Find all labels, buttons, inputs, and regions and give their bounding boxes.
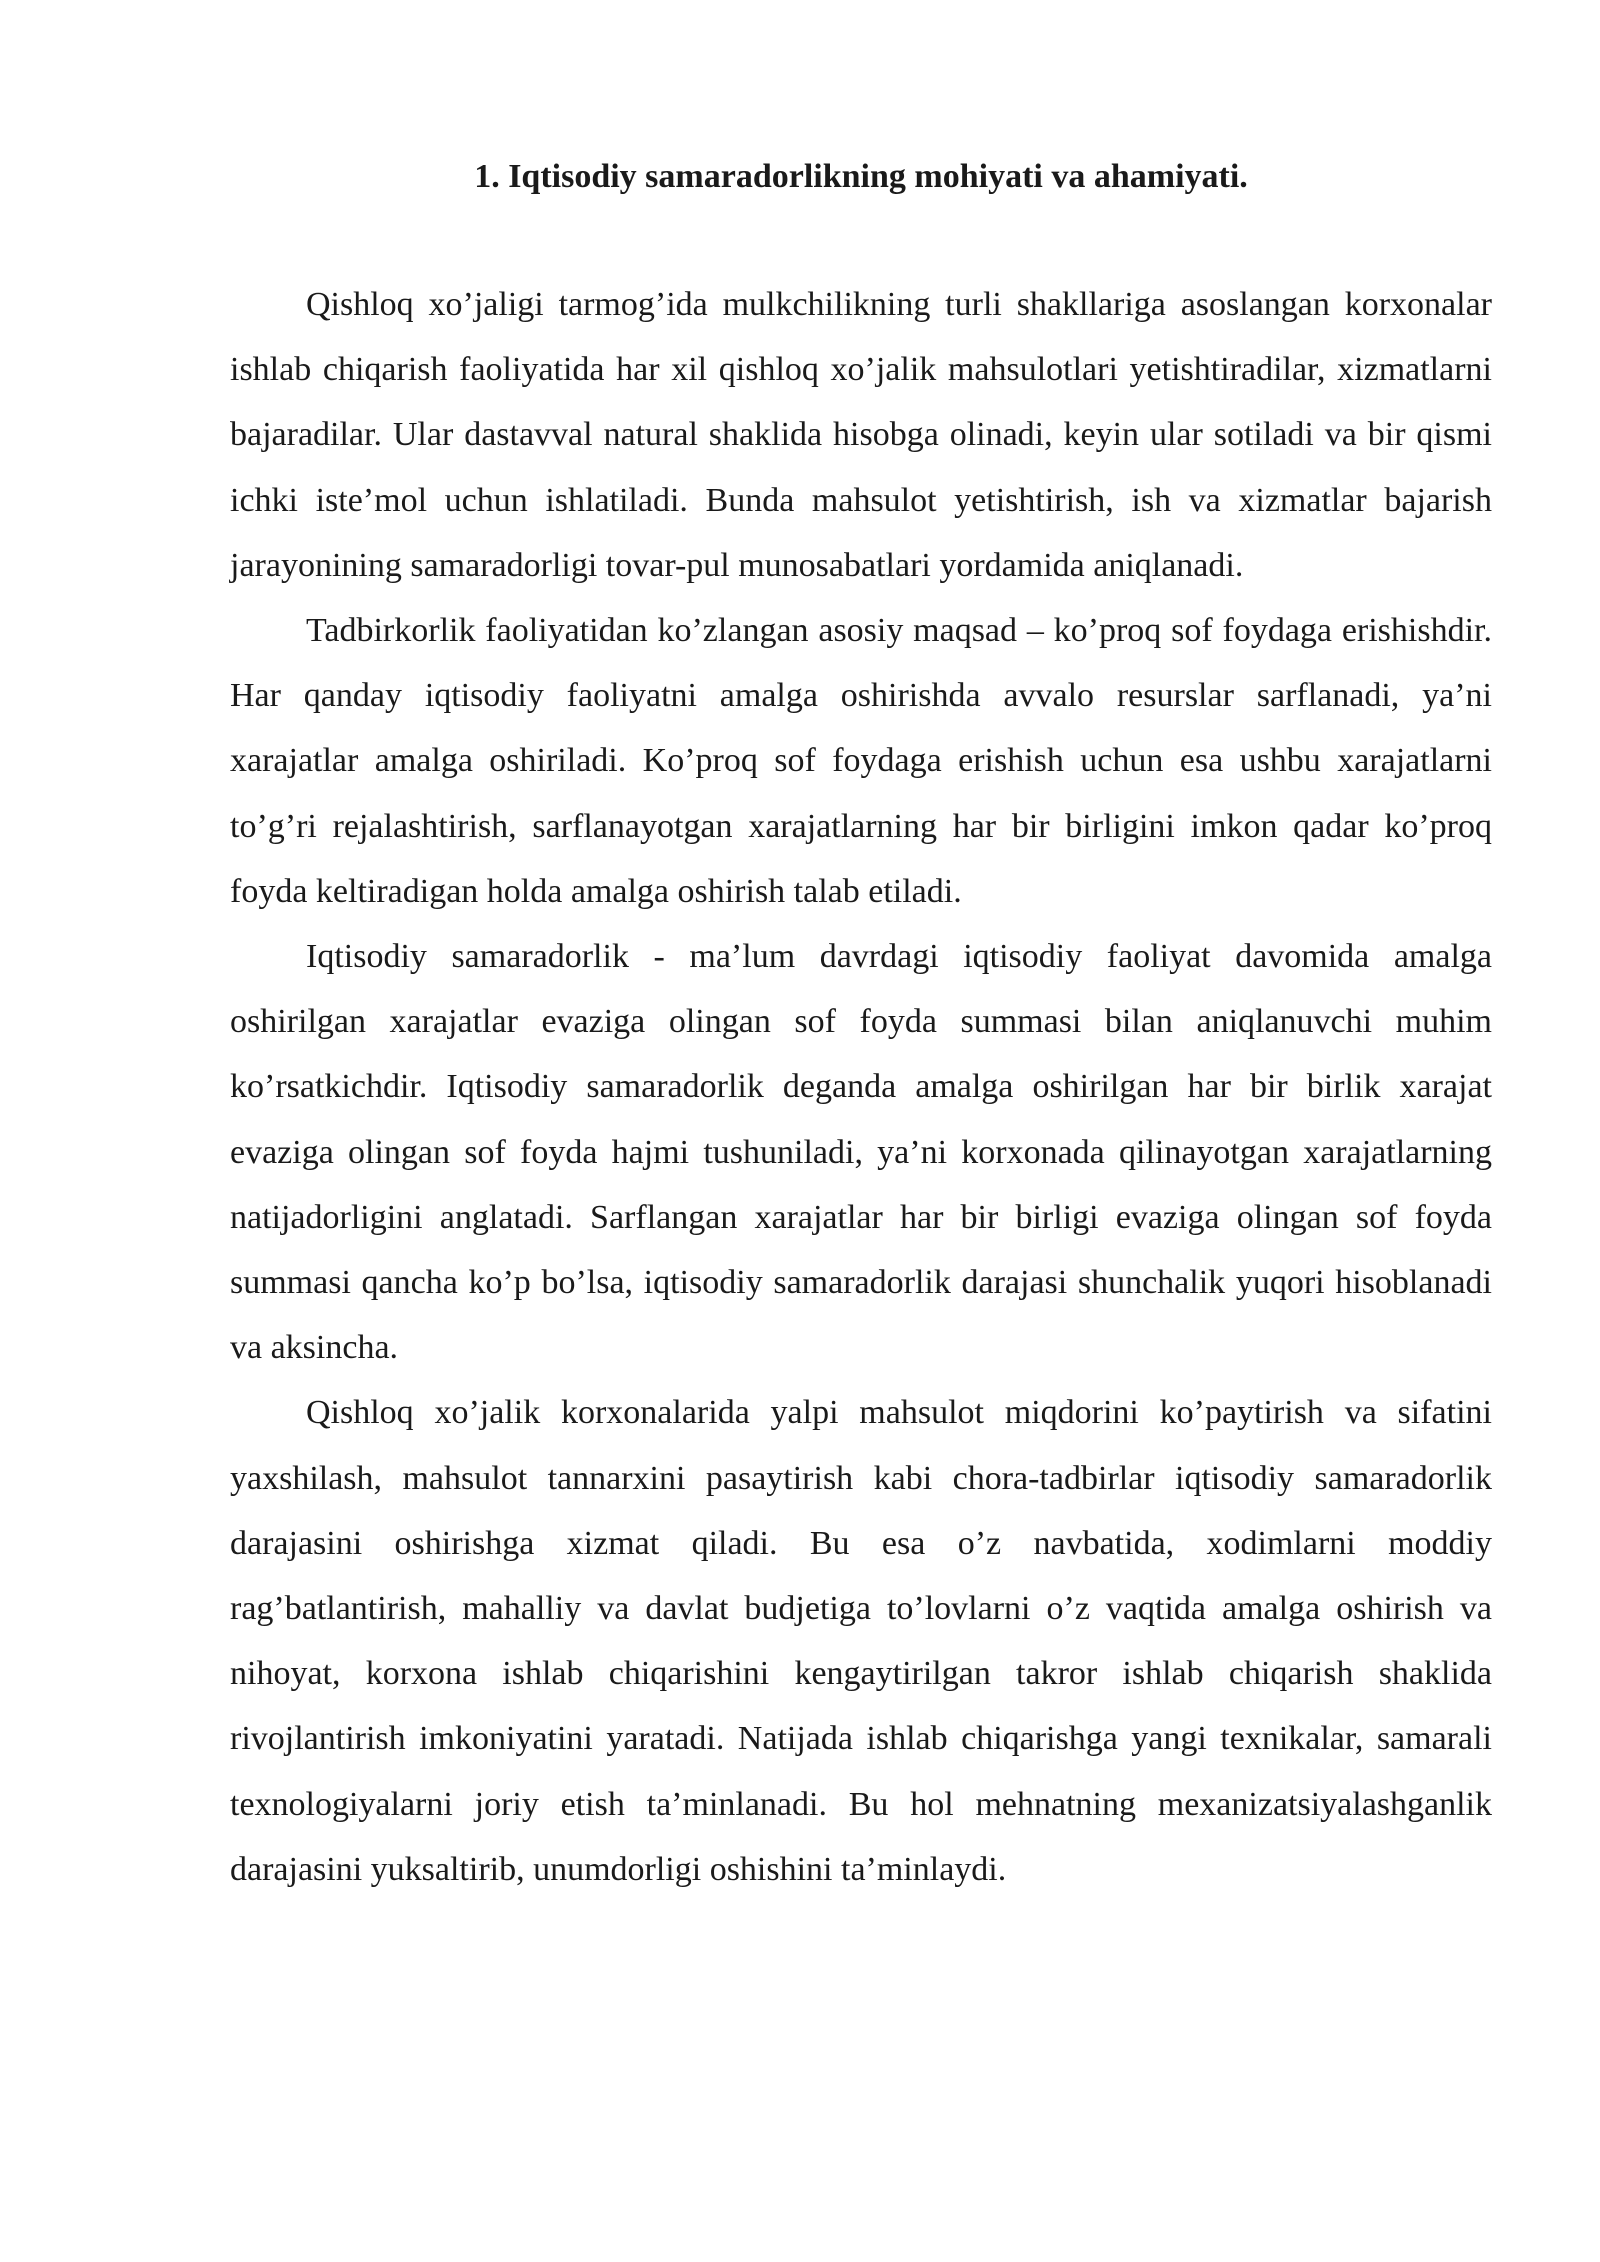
paragraph-2: Tadbirkorlik faoliyatidan ko’zlangan asosiy maqsad – ko’proq sof foydaga erishishdir. Har qanday iqtisodiy faoliyatni amalga oshirishda avvalo resurslar sarflanadi, ya’ni xarajatlar amalga oshiriladi. Ko’proq sof foydaga erishish uchun esa ushbu xarajatlarni to’g’ri rejalashtirish, sarflanayotgan xarajatlarning har bir birligini imkon qadar ko’proq foyda keltiradigan holda amalga oshirish talab etiladi. bbox=[230, 612, 1492, 910]
paragraph-1: Qishloq xo’jaligi tarmog’ida mulkchilikning turli shakllariga asoslangan korxonalar ishlab chiqarish faoliyatida har xil qishloq xo’jalik mahsulotlari yetishtiradilar, xizmatlarni bajaradilar. Ular dastavval natural shaklida hisobga olinadi, keyin ular sotiladi va bir qismi ichki iste’mol uchun ishlatiladi. Bunda mahsulot yetishtirish, ish va xizmatlar bajarish jarayonining samaradorligi tovar-pul munosabatlari yordamida aniqlanadi. bbox=[230, 286, 1492, 584]
document-body bbox=[230, 145, 1492, 1902]
paragraph-3: Iqtisodiy samaradorlik - ma’lum davrdagi iqtisodiy faoliyat davomida amalga oshirilgan xarajatlar evaziga olingan sof foyda summasi bilan aniqlanuvchi muhim ko’rsatkichdir. Iqtisodiy samaradorlik deganda amalga oshirilgan har bir birlik xarajat evaziga olingan sof foyda hajmi tushuniladi, ya’ni korxonada qilinayotgan xarajatlarning natijadorligini anglatadi. Sarflangan xarajatlar har bir birligi evaziga olingan sof foyda summasi qancha ko’p bo’lsa, iqtisodiy samaradorlik darajasi shunchalik yuqori hisoblanadi va aksincha. bbox=[230, 938, 1492, 1367]
paragraph-4: Qishloq xo’jalik korxonalarida yalpi mahsulot miqdorini ko’paytirish va sifatini yaxshilash, mahsulot tannarxini pasaytirish kabi chora-tadbirlar iqtisodiy samaradorlik darajasini oshirishga xizmat qiladi. Bu esa o’z navbatida, xodimlarni moddiy rag’batlantirish, mahalliy va davlat budjetiga to’lovlarni o’z vaqtida amalga oshirish va nihoyat, korxona ishlab chiqarishini kengaytirilgan takror ishlab chiqarish shaklida rivojlantirish imkoniyatini yaratadi. Natijada ishlab chiqarishga yangi texnikalar, samarali texnologiyalarni joriy etish ta’minlanadi. Bu hol mehnatning mexanizatsiyalashganlik darajasini yuksaltirib, unumdorligi oshishini ta’minlaydi. bbox=[230, 1394, 1492, 1888]
section-title: 1. Iqtisodiy samaradorlikning mohiyati va ahamiyati. bbox=[474, 158, 1248, 195]
